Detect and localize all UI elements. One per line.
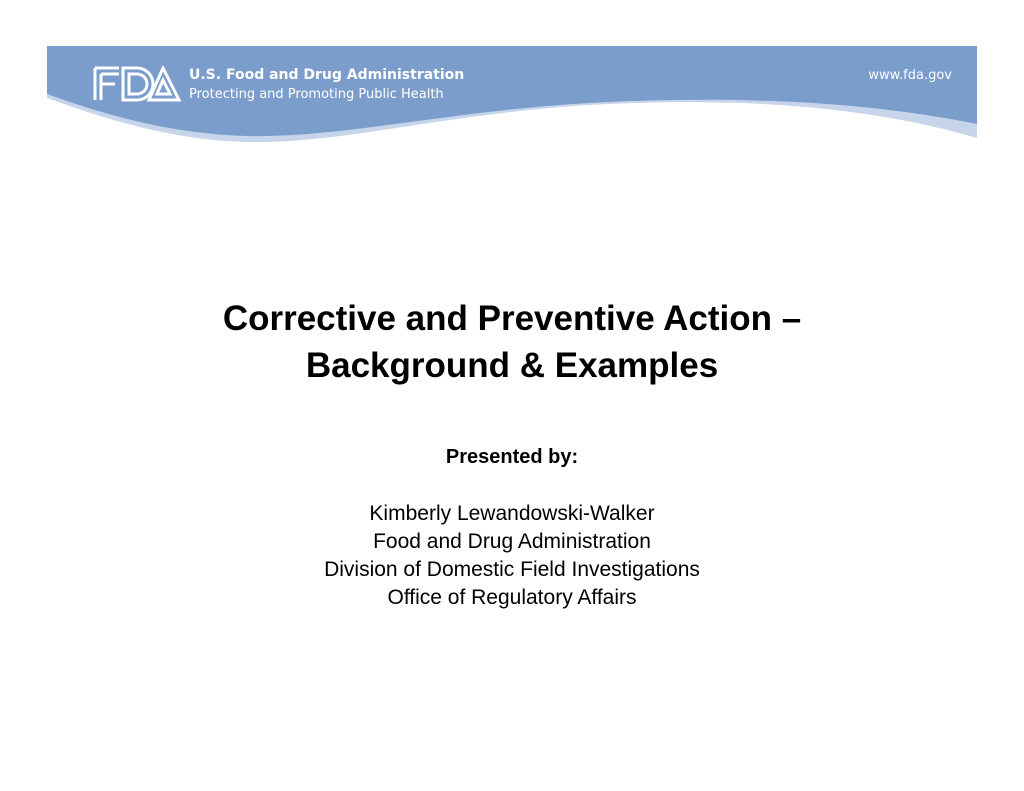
header-banner: [47, 46, 977, 146]
presented-by-label: Presented by:: [445, 446, 579, 468]
title-line-1: Corrective and Preventive Action –: [222, 299, 802, 338]
agency-tagline: Protecting and Promoting Public Health: [189, 87, 444, 102]
presenter-office: Office of Regulatory Affairs: [387, 586, 637, 609]
agency-name: U.S. Food and Drug Administration: [189, 67, 465, 83]
presenter-name: Kimberly Lewandowski-Walker: [369, 502, 655, 525]
fda-logo: [93, 66, 181, 102]
presenter-info: [0, 500, 1024, 612]
website-url: www.fda.gov: [868, 68, 952, 83]
slide-title: [0, 295, 1024, 389]
title-line-2: Background & Examples: [305, 346, 719, 385]
presenter-organization: Food and Drug Administration: [373, 530, 651, 553]
presenter-division: Division of Domestic Field Investigations: [324, 558, 700, 581]
